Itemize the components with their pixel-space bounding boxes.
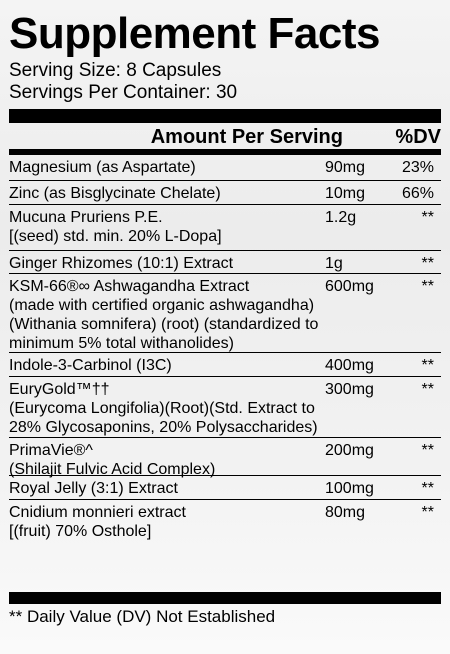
nutrient-row (9, 274, 441, 353)
nutrient-amount: 1g (325, 255, 343, 272)
nutrient-detail-line: (Shilajit Fulvic Acid Complex) (9, 461, 216, 478)
nutrient-name: EuryGold™†† (9, 381, 110, 398)
supplement-facts-panel (0, 9, 450, 654)
nutrient-row (9, 476, 441, 500)
nutrient-dv: ** (421, 442, 434, 459)
nutrient-detail-line: [(seed) std. min. 20% L-Dopa] (9, 228, 222, 245)
footnote: ** Daily Value (DV) Not Established (9, 607, 276, 626)
nutrient-amount: 90mg (325, 159, 366, 176)
nutrient-detail-line: (Withania somnifera) (root) (standardized to (9, 316, 319, 333)
nutrient-dv: ** (421, 209, 434, 226)
column-header (9, 123, 441, 149)
nutrient-detail-line: (Eurycoma Longifolia)(Root)(Std. Extract to (9, 400, 315, 417)
nutrient-name: PrimaVie®^ (9, 442, 93, 459)
nutrient-rows (9, 155, 441, 546)
nutrient-row (9, 205, 441, 251)
nutrient-amount: 400mg (325, 357, 374, 374)
nutrient-name: Indole-3-Carbinol (I3C) (9, 357, 172, 374)
nutrient-row (9, 438, 441, 476)
nutrient-dv: ** (421, 357, 434, 374)
nutrient-detail-line: [(fruit) 70% Osthole] (9, 523, 152, 540)
dv-header: %DV (395, 126, 441, 148)
nutrient-amount: 100mg (325, 480, 374, 497)
nutrient-name: Magnesium (as Aspartate) (9, 159, 196, 176)
nutrient-detail-line: minimum 5% total withanolides) (9, 335, 234, 352)
nutrient-amount: 10mg (325, 185, 366, 202)
nutrient-dv: ** (421, 381, 434, 398)
nutrient-amount: 80mg (325, 504, 366, 521)
nutrient-dv: 23% (401, 159, 434, 176)
nutrient-row (9, 181, 441, 205)
nutrient-name: Ginger Rhizomes (10:1) Extract (9, 255, 234, 272)
nutrient-detail-line: (made with certified organic ashwagandha) (9, 297, 315, 314)
panel-title: Supplement Facts (9, 9, 380, 58)
nutrient-row (9, 353, 441, 377)
thick-divider (9, 109, 441, 123)
nutrient-row (9, 155, 441, 181)
serving-size: Serving Size: 8 Capsules (9, 60, 222, 81)
servings-per-container: Servings Per Container: 30 (9, 82, 238, 103)
nutrient-dv: ** (421, 278, 434, 295)
nutrient-amount: 300mg (325, 381, 374, 398)
nutrient-row (9, 251, 441, 274)
bottom-divider (9, 592, 441, 604)
nutrient-name: KSM-66®∞ Ashwagandha Extract (9, 278, 250, 295)
nutrient-amount: 1.2g (325, 209, 357, 226)
nutrient-name: Mucuna Pruriens P.E. (9, 209, 163, 226)
amount-header: Amount Per Serving (150, 126, 343, 148)
nutrient-dv: ** (421, 255, 434, 272)
nutrient-name: Cnidium monnieri extract (9, 504, 186, 521)
nutrient-name: Zinc (as Bisglycinate Chelate) (9, 185, 221, 202)
nutrient-row (9, 377, 441, 438)
nutrient-row (9, 500, 441, 546)
nutrient-dv: ** (421, 480, 434, 497)
nutrient-dv: ** (421, 504, 434, 521)
nutrient-amount: 200mg (325, 442, 374, 459)
nutrient-name: Royal Jelly (3:1) Extract (9, 480, 178, 497)
nutrient-dv: 66% (401, 185, 434, 202)
nutrient-detail-line: 28% Glycosaponins, 20% Polysaccharides) (9, 419, 318, 436)
nutrient-amount: 600mg (325, 278, 374, 295)
